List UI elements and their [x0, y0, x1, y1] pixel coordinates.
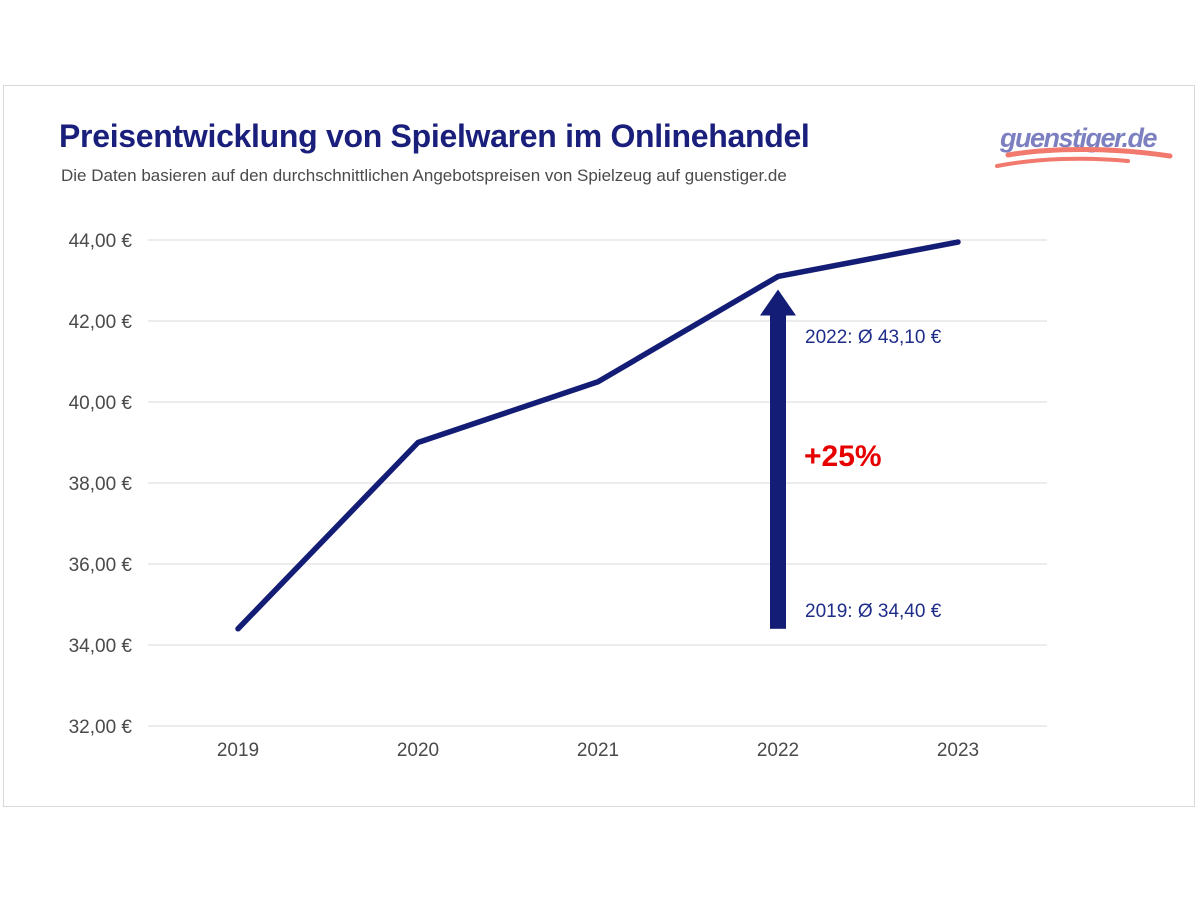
increase-arrow-head — [760, 289, 796, 315]
annotation-2022-value: 2022: Ø 43,10 € — [805, 327, 942, 348]
x-tick-label: 2022 — [756, 740, 800, 761]
increase-arrow-shaft — [770, 312, 786, 628]
y-tick-label: 34,00 € — [68, 636, 132, 657]
x-tick-label: 2021 — [576, 740, 620, 761]
y-tick-label: 32,00 € — [68, 717, 132, 738]
x-tick-label: 2019 — [216, 740, 260, 761]
price-line — [238, 242, 958, 629]
chart-subtitle: Die Daten basieren auf den durchschnittlichen Angebotspreisen von Spielzeug auf guenstiger.de — [61, 166, 787, 185]
y-tick-label: 40,00 € — [68, 393, 132, 414]
y-tick-label: 38,00 € — [68, 474, 132, 495]
y-tick-label: 42,00 € — [68, 312, 132, 333]
x-tick-label: 2020 — [396, 740, 440, 761]
y-tick-label: 36,00 € — [68, 555, 132, 576]
annotation-percent-change: +25% — [804, 440, 882, 473]
logo-text: guenstiger.de — [1000, 123, 1157, 153]
y-tick-label: 44,00 € — [68, 231, 132, 252]
x-tick-label: 2023 — [936, 740, 980, 761]
chart-title: Preisentwicklung von Spielwaren im Onlinehandel — [59, 118, 810, 154]
annotation-2019-value: 2019: Ø 34,40 € — [805, 601, 942, 622]
